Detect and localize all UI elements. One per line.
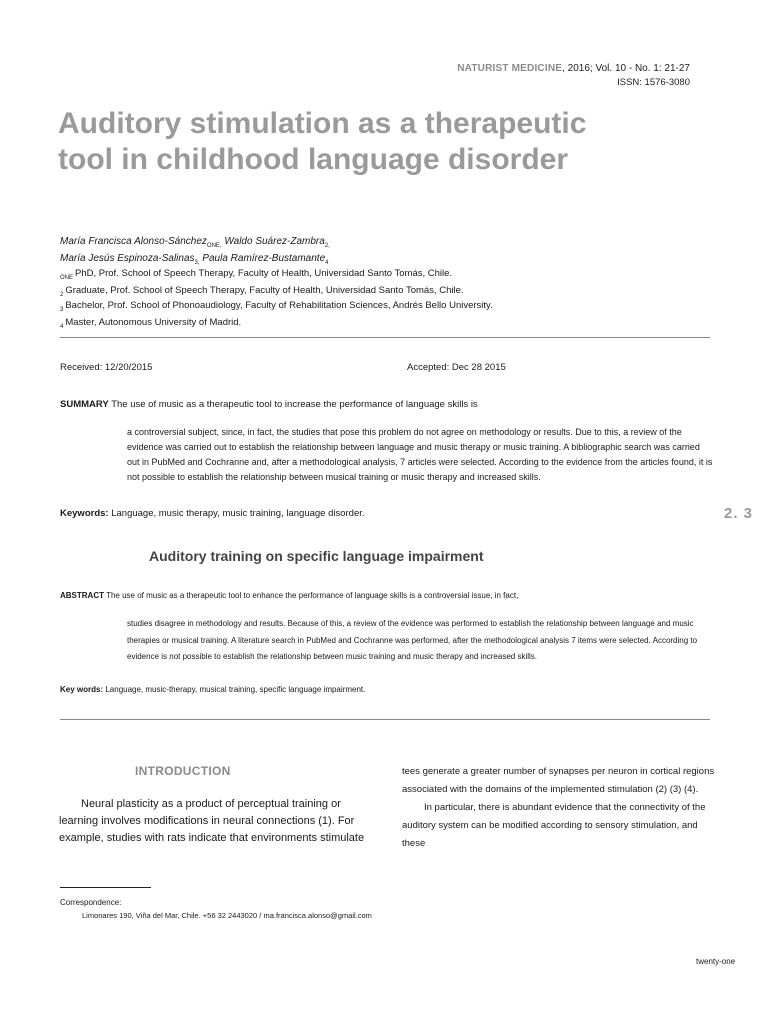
summary-body: a controversial subject, since, in fact, the studies that pose this problem do not agree on methodology or results. Due to this, a review of the evidence was carried out to establish the relationship between language and music therapy or music training. A bibliographic search was carried out in PubMed and Cochranne and, after a methodological analysis, 7 articles were selected. According to the evidence from the articles found, it is not possible to establish the relationship between musical training or music therapy and increased skills. — [127, 427, 713, 482]
divider — [60, 337, 710, 338]
summary-lead: The use of music as a therapeutic tool to increase the performance of language skills is — [108, 399, 478, 410]
key-words-text: Language, music-therapy, musical training, specific language impairment. — [103, 685, 366, 694]
affiliation-mark: ONE — [60, 274, 74, 281]
correspondence-label: Correspondence: — [60, 898, 122, 907]
english-title: Auditory training on specific language impairment — [149, 548, 484, 564]
intro-left-paragraph: Neural plasticity as a product of perceptual training or learning involves modifications in neural connections (1). For example, studies with rats indicate that environments stimulate — [59, 798, 365, 844]
affiliation — [60, 300, 493, 313]
author-affiliation-mark: ONE, — [206, 243, 222, 249]
accepted-date: Accepted: Dec 28 2015 — [407, 362, 506, 373]
authors-line-2 — [60, 253, 329, 266]
affiliation-mark: 2 — [60, 291, 64, 298]
key-words-label: Key words: — [60, 685, 104, 694]
title-line-1: Auditory stimulation as a therapeutic — [58, 107, 587, 140]
issn: ISSN: 1576-3080 — [617, 77, 690, 88]
affiliation — [60, 268, 452, 281]
affiliation — [60, 317, 241, 330]
footnote-rule — [60, 887, 151, 888]
journal-name: NATURIST MEDICINE — [457, 63, 563, 74]
author-name: María Jesús Espinoza-Salinas — [60, 253, 195, 264]
affiliation — [60, 285, 464, 298]
correspondence-text: Limonares 190, Viña del Mar, Chile. +56 32 2443020 / ma.francisca.alonso@gmail.com — [82, 911, 372, 920]
author-name: Waldo Suárez-Zambra — [221, 236, 325, 247]
article-title — [58, 106, 678, 178]
title-line-2: tool in childhood language disorder — [58, 143, 568, 176]
summary-first-line — [60, 399, 710, 410]
keywords-label: Keywords: — [60, 508, 109, 519]
author-affiliation-mark: 4 — [325, 260, 329, 266]
section-heading: INTRODUCTION — [135, 764, 231, 778]
divider — [60, 719, 710, 720]
journal-citation — [457, 63, 690, 74]
affiliation-mark: 4 — [60, 323, 64, 330]
summary-label: SUMMARY — [60, 399, 109, 410]
affiliation-mark: 3 — [60, 306, 64, 313]
journal-info: , 2016; Vol. 10 - No. 1: 21-27 — [562, 63, 690, 74]
intro-right-paragraph: tees generate a greater number of synapses per neuron in cortical regions associated with the domains of the implemented stimulation (2) (3) (4). — [402, 766, 715, 795]
received-date: Received: 12/20/2015 — [60, 362, 153, 373]
abstract-label: ABSTRACT — [60, 591, 104, 600]
page-number: twenty-one — [696, 957, 736, 966]
abstract-first-line — [60, 591, 710, 600]
affiliation-text: Master, Autonomous University of Madrid. — [65, 317, 242, 328]
keywords-text: Language, music therapy, music training, language disorder. — [108, 508, 365, 519]
author-name: María Francisca Alonso-Sánchez — [60, 236, 207, 247]
keywords — [60, 508, 365, 519]
author-affiliation-mark: 3, — [194, 260, 200, 266]
author-affiliation-mark: 2, — [324, 243, 330, 249]
affiliation-text: Graduate, Prof. School of Speech Therapy, Faculty of Health, Universidad Santo Tomás, Chile. — [65, 285, 464, 296]
abstract-lead: The use of music as a therapeutic tool to enhance the performance of language skills is a controversial issue, in fact, — [104, 591, 519, 600]
key-words — [60, 685, 365, 694]
affiliation-text: PhD, Prof. School of Speech Therapy, Faculty of Health, Universidad Santo Tomás, Chile. — [75, 268, 453, 279]
intro-right-column — [402, 763, 718, 853]
author-name: Paula Ramírez-Bustamante — [199, 253, 326, 264]
intro-right-paragraph: In particular, there is abundant evidence that the connectivity of the auditory system can be modified according to sensory stimulation, and these — [402, 802, 706, 849]
authors-line-1 — [60, 236, 330, 249]
abstract-body: studies disagree in methodology and results. Because of this, a review of the evidence was performed to establish the relationship between language and music therapies or musical training. A literature search in PubMed and Cochranne was performed, after the methodological analysis 7 items were selected. According to evidence is not possible to establish the relationship between music training and music therapy and increased skills. — [127, 619, 698, 661]
section-number: 2. 3 — [724, 505, 754, 522]
affiliation-text: Bachelor, Prof. School of Phonoaudiology, Faculty of Rehabilitation Sciences, Andrés Bello University. — [65, 300, 493, 311]
